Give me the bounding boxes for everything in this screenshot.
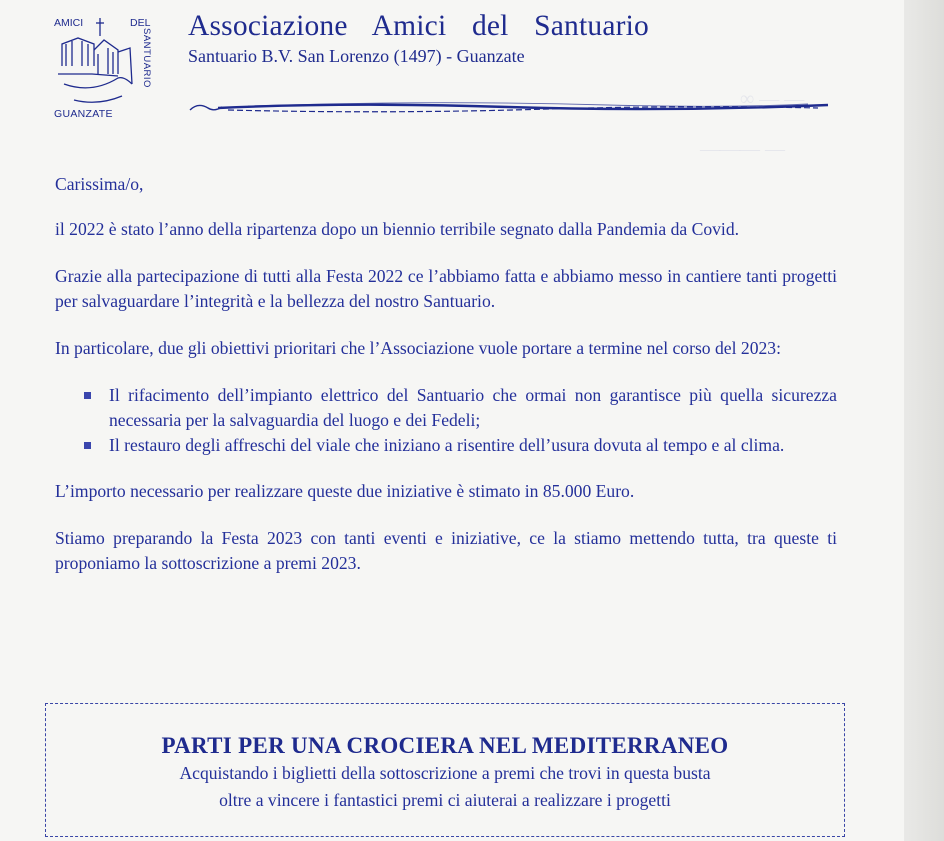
objectives-list — [55, 383, 837, 458]
objective-electrical: Il rifacimento dell’impianto elettrico del Santuario che ormai non garantisce più quella sicurezza necessaria per la salvaguardia del luogo e dei Fedeli; — [109, 385, 837, 430]
logo-text-top-right: DEL — [130, 17, 151, 29]
paragraph-amount: L’importo necessario per realizzare queste due iniziative è stimato in 85.000 Euro. — [55, 481, 635, 501]
organization-subtitle: Santuario B.V. San Lorenzo (1497) - Guanzate — [188, 46, 525, 66]
promo-line-1: Acquistando i biglietti della sottoscrizione a premi che trovi in questa busta — [179, 763, 711, 783]
church-icon — [58, 18, 132, 102]
page-edge — [904, 0, 944, 841]
promo-title: PARTI PER UNA CROCIERA NEL MEDITERRANEO — [161, 733, 729, 758]
logo-text-top-left: AMICI — [54, 17, 84, 29]
promo-box — [45, 703, 845, 837]
decorative-flourish — [188, 96, 830, 120]
paragraph-objectives: In particolare, due gli obiettivi prioritari che l’Associazione vuole portare a termine nel corso del 2023: — [55, 338, 781, 358]
square-bullet-icon — [84, 442, 91, 449]
promo-line-2: oltre a vincere i fantastici premi ci aiuterai a realizzare i progetti — [219, 790, 671, 810]
association-logo — [52, 14, 156, 120]
paragraph-festa: Stiamo preparando la Festa 2023 con tanti eventi e iniziative, ce la stiamo mettendo tutta, tra queste ti proponiamo la sottoscrizione a premi 2023. — [55, 528, 837, 573]
list-item — [55, 383, 837, 433]
square-bullet-icon — [84, 392, 91, 399]
organization-name: Associazione Amici del Santuario — [188, 10, 650, 42]
paragraph-restart: il 2022 è stato l’anno della ripartenza dopo un biennio terribile segnato dalla Pandemia da Covid. — [55, 219, 740, 239]
show-through: ——— — — [700, 138, 785, 160]
objective-frescoes: Il restauro degli affreschi del viale che iniziano a risentire dell’usura dovuta al tempo e al clima. — [109, 435, 785, 455]
greeting: Carissima/o, — [55, 174, 144, 194]
letter-body — [55, 172, 837, 598]
paragraph-thanks: Grazie alla partecipazione di tutti alla Festa 2022 ce l’abbiamo fatta e abbiamo messo in cantiere tanti progetti per salvaguardare l’integrità e la bellezza del nostro Santuario. — [55, 266, 837, 311]
logo-text-side: SANTUARIO — [141, 28, 152, 88]
list-item — [55, 433, 837, 458]
logo-text-bottom: GUANZATE — [54, 108, 113, 120]
show-through: ∞ — — — [740, 88, 805, 110]
